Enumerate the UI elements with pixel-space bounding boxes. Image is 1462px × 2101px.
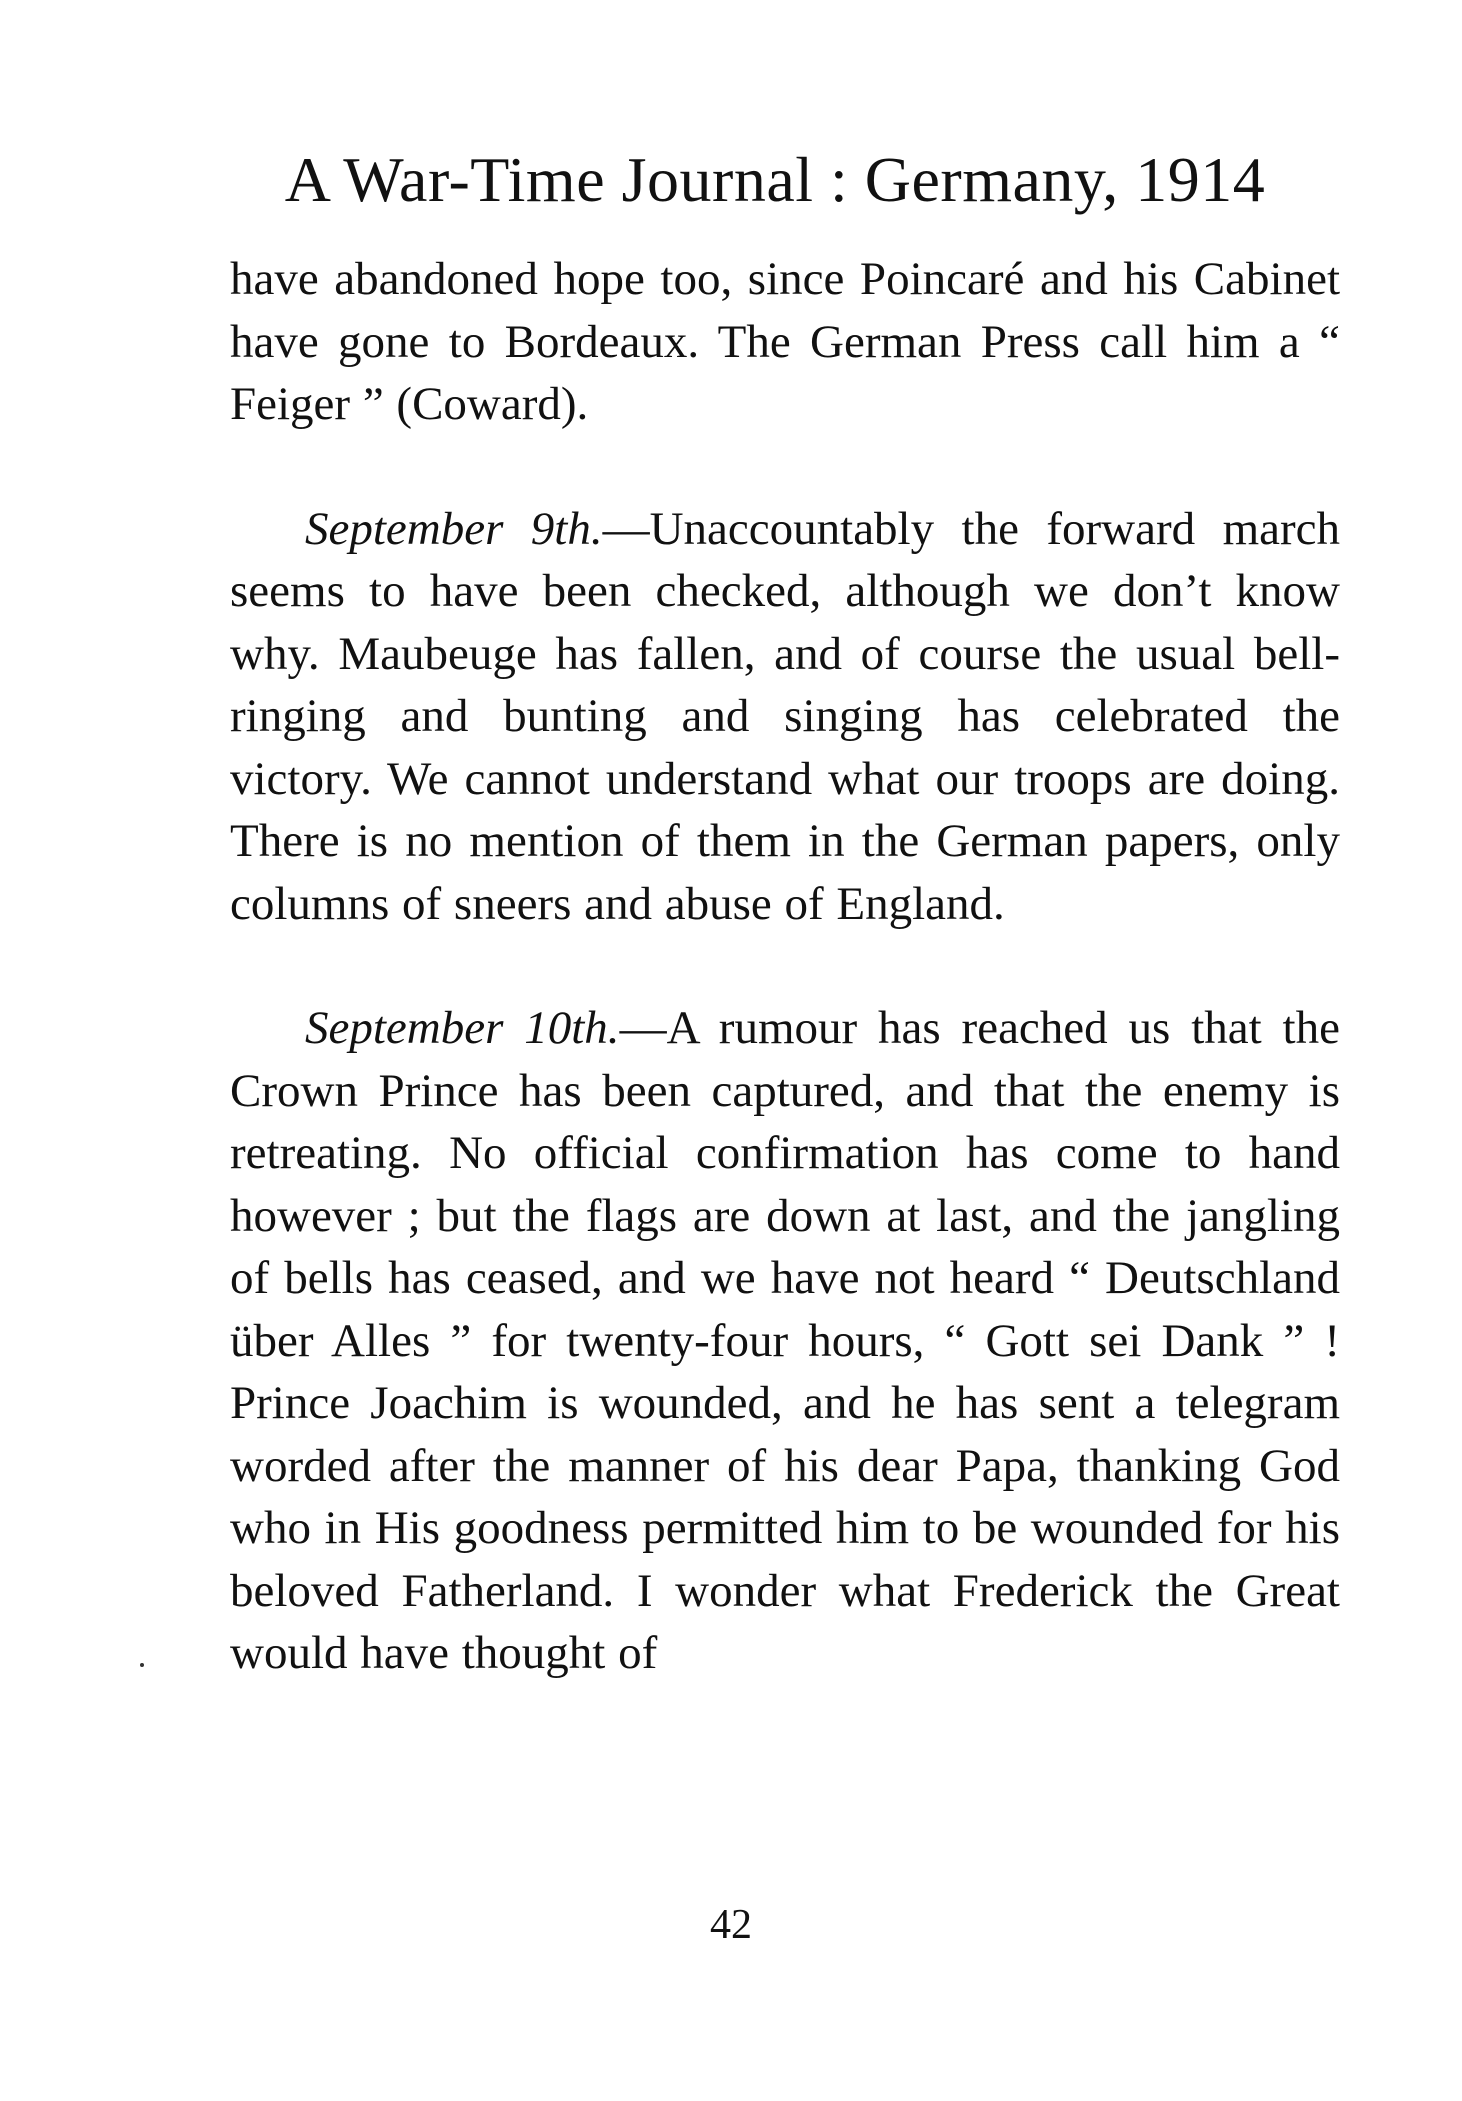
paragraph-text: have abandoned hope too, since Poincaré and his Cabinet have gone to Bordeaux. The German Press call him a “ Feiger ” (Coward). — [230, 253, 1340, 430]
entry-date: September 10th. — [305, 1002, 620, 1054]
entry-date: September 9th. — [305, 502, 603, 555]
page-number: 42 — [710, 1902, 752, 1948]
entry-text: —Unaccountably the forward march seems to have been checked, although we don’t know why. Maubeuge has fallen, and of course the usual bell-ringing and bunting and singing has celebrated the victory. We cannot understand what our troops are doing. There is no mention of them in the German papers, only columns of sneers and abuse of England. — [230, 502, 1340, 930]
journal-entry-september-10 — [230, 997, 1340, 1685]
journal-entry-september-9 — [230, 498, 1340, 936]
margin-mark — [140, 1663, 144, 1667]
entry-text: —A rumour has reached us that the Crown Prince has been captured, and that the enemy is retreating. No official confirmation has come to hand however ; but the flags are down at last, and the jangling of bells has ceased, and we have not heard “ Deutschland über Alles ” for twenty-four hours, “ Gott sei Dank ” ! Prince Joachim is wounded, and he has sent a telegram worded after the manner of his dear Papa, thanking God who in His goodness permitted him to be wounded for his beloved Fatherland. I wonder what Frederick the Great would have thought of — [230, 1002, 1340, 1679]
page-body — [230, 248, 1340, 1685]
paragraph-continued — [230, 248, 1340, 436]
running-head: A War-Time Journal : Germany, 1914 — [284, 144, 1266, 215]
